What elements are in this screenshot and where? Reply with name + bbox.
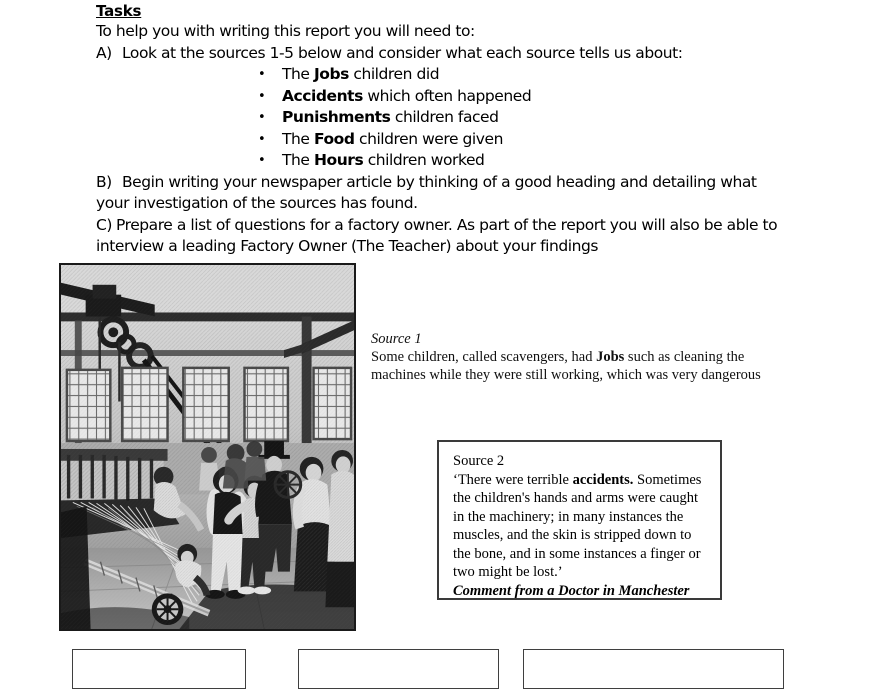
bullet-keyword: Food: [313, 129, 355, 148]
bullet-item-punishments: [96, 107, 796, 129]
source-2-body: [453, 471, 708, 582]
task-bullet-list: [96, 64, 796, 172]
source-1-body-before: Some children, called scavengers, had: [371, 349, 597, 365]
source-2-attribution: Comment from a Doctor in Manchester: [453, 582, 690, 599]
bullet-item-punishments-text: [282, 107, 499, 129]
bullet-suffix: children were given: [354, 129, 503, 148]
bullet-item-jobs-text: [282, 64, 439, 86]
task-item-a-text: Look at the sources 1-5 below and consider what each source tells us about:: [122, 43, 683, 62]
source-1-body-after: such as cleaning the machines while they were still working, which was very dangerous: [371, 349, 761, 383]
bullet-dot-icon: •: [258, 67, 266, 82]
bullet-dot-icon: •: [258, 153, 266, 168]
source-2-label: Source 2: [453, 453, 505, 469]
source-1-caption: [371, 330, 771, 384]
bullet-suffix: children worked: [363, 151, 485, 169]
source-2-body-after: Sometimes the children's hands and arms were caught in the machinery; in many instances the muscles, and the skin is stripped down to the bone, and in some instances a finger or two might be lost.’: [453, 471, 702, 580]
source-1-keyword: Jobs: [596, 349, 625, 365]
tasks-intro-line: To help you with writing this report you will need to:: [96, 22, 475, 40]
task-item-b-text: Begin writing your newspaper article by thinking of a good heading and detailing what your investigation of the sources has found.: [96, 172, 757, 212]
bullet-dot-icon: •: [258, 88, 266, 104]
bullet-item-food-text: [282, 129, 503, 151]
bullet-prefix: The: [282, 65, 314, 83]
source-2-box: [437, 440, 722, 600]
bullet-item-food: [96, 129, 796, 151]
task-item-c: [96, 215, 786, 258]
factory-engraving-svg: [61, 265, 354, 629]
source-1-body: [371, 349, 761, 383]
bullet-keyword: Hours: [313, 151, 364, 169]
bullet-suffix: children faced: [390, 108, 499, 126]
task-item-b: [96, 172, 786, 215]
answer-box-3[interactable]: [523, 649, 784, 689]
task-item-b-marker: B): [96, 172, 112, 191]
task-item-a-marker: A): [96, 43, 112, 62]
source-1-label: Source 1: [371, 331, 422, 347]
bullet-item-hours-text: [282, 150, 484, 172]
bullet-suffix: which often happened: [362, 86, 532, 105]
bullet-keyword: Punishments: [282, 108, 391, 126]
bullet-keyword: Accidents: [282, 86, 363, 105]
bullet-keyword: Jobs: [313, 65, 349, 83]
tasks-section: [96, 0, 796, 258]
bullet-item-hours: [96, 150, 796, 172]
answer-box-1[interactable]: [72, 649, 246, 689]
bullet-suffix: children did: [348, 65, 440, 83]
bullet-dot-icon: •: [258, 110, 266, 125]
bullet-item-accidents: [96, 86, 796, 108]
bullet-item-accidents-text: [282, 86, 531, 108]
answer-box-2[interactable]: [298, 649, 499, 689]
source-2-body-before: ‘There were terrible: [453, 471, 573, 488]
factory-engraving-image: [59, 263, 356, 631]
task-item-c-marker: C): [96, 215, 112, 234]
bullet-prefix: The: [282, 129, 314, 148]
source-2-keyword: accidents.: [572, 471, 634, 488]
bullet-prefix: The: [282, 151, 314, 169]
bullet-dot-icon: •: [258, 131, 266, 147]
bullet-item-jobs: [96, 64, 796, 86]
tasks-heading: Tasks: [96, 2, 142, 20]
task-item-a: [96, 43, 796, 65]
task-item-c-text: Prepare a list of questions for a factory owner. As part of the report you will also be able to interview a leading Factory Owner (The Teacher) about your findings: [96, 215, 778, 255]
